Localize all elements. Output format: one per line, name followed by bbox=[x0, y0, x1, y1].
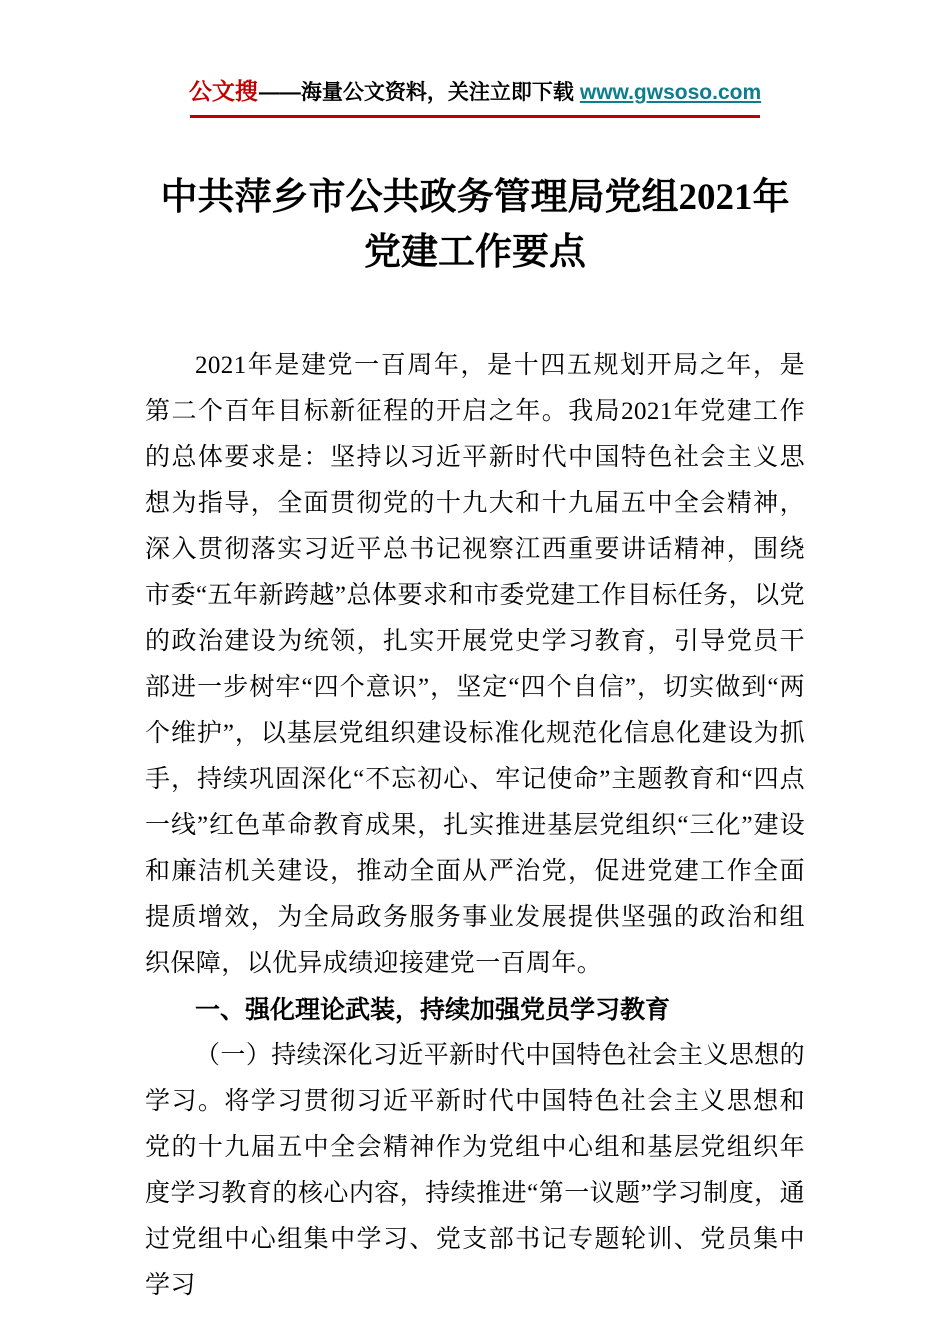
section-heading: 一、强化理论武装，持续加强党员学习教育 bbox=[195, 995, 671, 1024]
document-body bbox=[145, 343, 805, 1309]
body-paragraph: （一）持续深化习近平新时代中国特色社会主义思想的学习。将学习贯彻习近平新时代中国特色社会主义思想和党的十九届五中全会精神作为党组中心组和基层党组织年度学习教育的核心内容，持续推进“第一议题”学习制度，通过党组中心组集中学习、党支部书记专题轮训、党员集中学习 bbox=[145, 1041, 805, 1299]
header-divider bbox=[190, 115, 760, 118]
site-link[interactable]: www.gwsoso.com bbox=[579, 81, 762, 104]
intro-paragraph: 2021年是建党一百周年，是十四五规划开局之年，是第二个百年目标新征程的开启之年。我局2021年党建工作的总体要求是：坚持以习近平新时代中国特色社会主义思想为指导，全面贯彻党的十九大和十九届五中全会精神，深入贯彻落实习近平总书记视察江西重要讲话精神，围绕市委“五年新跨越”总体要求和市委党建工作目标任务，以党的政治建设为统领，扎实开展党史学习教育，引导党员干部进一步树牢“四个意识”，坚定“四个自信”，切实做到“两个维护”，以基层党组织建设标准化规范化信息化建设为抓手，持续巩固深化“不忘初心、牢记使命”主题教育和“四点一线”红色革命教育成果，扎实推进基层党组织“三化”建设和廉洁机关建设，推动全面从严治党，促进党建工作全面提质增效，为全局政务服务事业发展提供坚强的政治和组织保障，以优异成绩迎接建党一百周年。 bbox=[145, 351, 805, 977]
brand-name: 公文搜 bbox=[188, 78, 258, 104]
header-tagline: ——海量公文资料，关注立即下载 bbox=[258, 81, 574, 104]
document-title: 中共萍乡市公共政务管理局党组2021年党建工作要点 bbox=[160, 176, 790, 274]
site-header bbox=[145, 78, 805, 106]
